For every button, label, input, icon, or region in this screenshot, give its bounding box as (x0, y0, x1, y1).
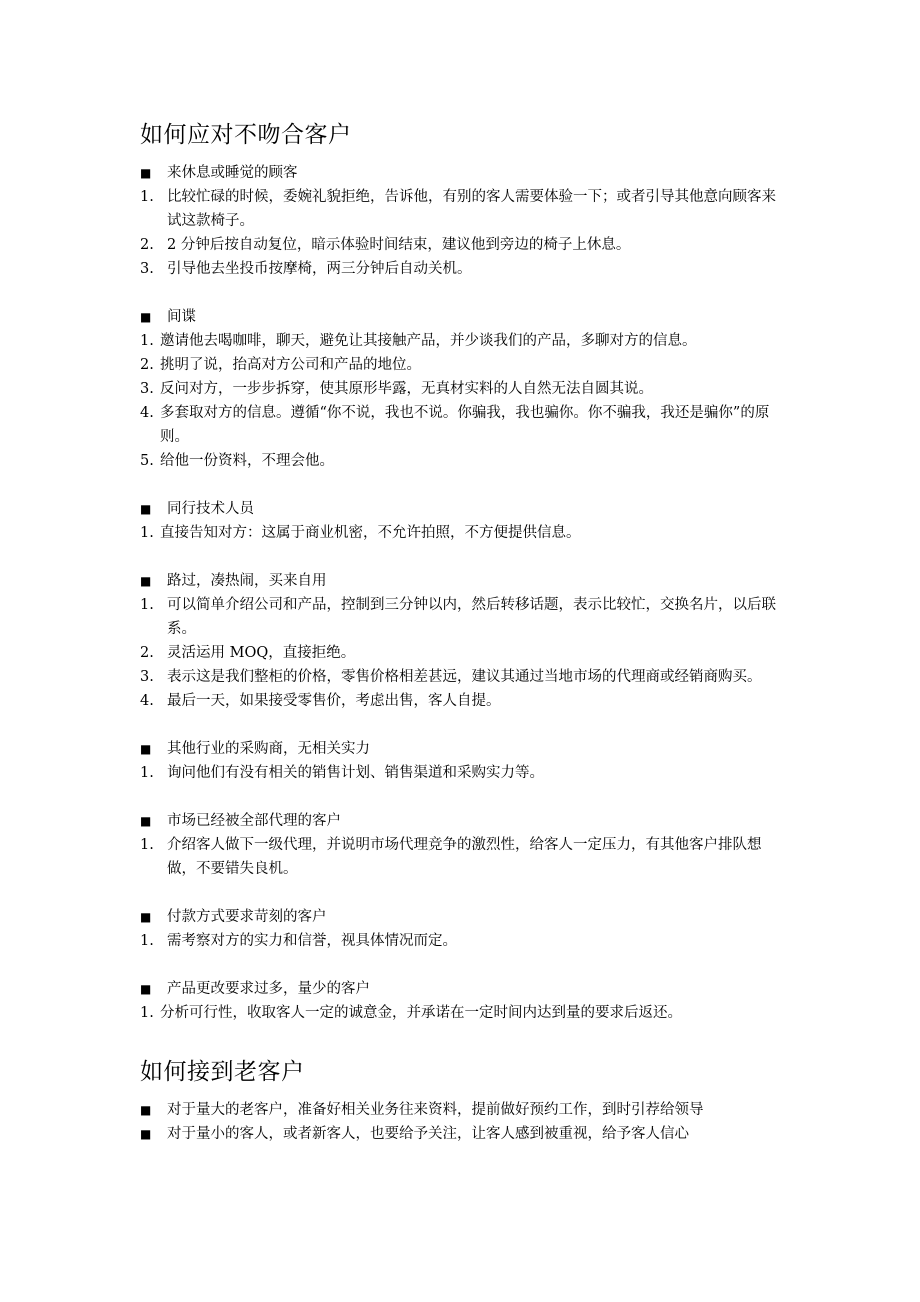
group-old-customers (140, 1098, 790, 1146)
item-text: 可以简单介绍公司和产品，控制到三分钟以内，然后转移话题，表示比较忙，交换名片，以后联系。 (167, 597, 776, 637)
group-other-industry-buyers (140, 737, 790, 785)
document-content (140, 118, 790, 1146)
group-title-text: 路过，凑热闹，买来自用 (167, 573, 327, 589)
group-title (140, 161, 790, 185)
group-title (140, 737, 790, 761)
item-number: 2. (140, 357, 154, 373)
item-text: 需考察对方的实力和信誉，视具体情况而定。 (167, 933, 457, 949)
item-number: 2. (140, 645, 154, 661)
list-item (140, 521, 790, 545)
group-title (140, 569, 790, 593)
list-item (140, 593, 790, 641)
group-title (140, 497, 790, 521)
item-text: 表示这是我们整柜的价格，零售价格相差甚远，建议其通过当地市场的代理商或经销商购买。 (167, 669, 762, 685)
square-bullet-icon: ■ (140, 310, 152, 324)
group-title (140, 905, 790, 929)
item-number: 1. (140, 189, 154, 205)
group-title-text: 付款方式要求苛刻的客户 (167, 909, 327, 925)
item-text: 询问他们有没有相关的销售计划、销售渠道和采购实力等。 (167, 765, 544, 781)
list-item (140, 833, 790, 881)
list-item (140, 401, 790, 449)
item-number: 4. (140, 693, 154, 709)
item-number: 1. (140, 933, 154, 949)
square-bullet-icon: ■ (140, 910, 152, 924)
item-number: 1. (140, 765, 154, 781)
list-item (140, 1001, 790, 1025)
item-number: 2. (140, 237, 154, 253)
group-passersby (140, 569, 790, 713)
item-text: 直接告知对方：这属于商业机密，不允许拍照，不方便提供信息。 (160, 525, 581, 541)
group-title-text: 间谍 (167, 309, 196, 325)
list-item (140, 233, 790, 257)
list-item (140, 449, 790, 473)
group-spies (140, 305, 790, 473)
group-fully-represented-market (140, 809, 790, 881)
item-number: 1. (140, 837, 154, 853)
item-number: 1. (140, 525, 154, 541)
square-bullet-icon: ■ (140, 574, 152, 588)
square-bullet-icon: ■ (140, 814, 152, 828)
group-title-text: 市场已经被全部代理的客户 (167, 813, 341, 829)
group-strict-payment-terms (140, 905, 790, 953)
heading-receive-old-customers: 如何接到老客户 (140, 1059, 305, 1085)
list-item (140, 329, 790, 353)
item-text: 多套取对方的信息。遵循“你不说，我也不说。你骗我，我也骗你。你不骗我，我还是骗你”的原则。 (160, 405, 770, 445)
group-many-changes-low-volume (140, 977, 790, 1025)
item-text: 引导他去坐投币按摩椅，两三分钟后自动关机。 (167, 261, 472, 277)
list-item (140, 689, 790, 713)
group-title-text: 其他行业的采购商，无相关实力 (167, 741, 370, 757)
item-number: 3. (140, 669, 154, 685)
list-item (140, 377, 790, 401)
item-text: 邀请他去喝咖啡，聊天，避免让其接触产品，并少谈我们的产品，多聊对方的信息。 (160, 333, 697, 349)
group-title (140, 809, 790, 833)
item-text: 反问对方，一步步拆穿，使其原形毕露，无真材实料的人自然无法自圆其说。 (160, 381, 653, 397)
list-item (140, 761, 790, 785)
item-text: 给他一份资料，不理会他。 (160, 453, 334, 469)
group-title-text: 同行技术人员 (167, 501, 254, 517)
list-item (140, 929, 790, 953)
item-text: 最后一天，如果接受零售价，考虑出售，客人自提。 (167, 693, 501, 709)
list-item (140, 185, 790, 233)
item-text: 介绍客人做下一级代理，并说明市场代理竞争的激烈性，给客人一定压力，有其他客户排队想做，不要错失良机。 (167, 837, 762, 877)
item-text: 对于量大的老客户，准备好相关业务往来资料，提前做好预约工作，到时引荐给领导 (167, 1102, 704, 1118)
item-text: 2 分钟后按自动复位，暗示体验时间结束，建议他到旁边的椅子上休息。 (167, 237, 631, 253)
item-number: 1. (140, 1005, 154, 1021)
square-bullet-icon: ■ (140, 1127, 152, 1141)
square-bullet-icon: ■ (140, 502, 152, 516)
list-item (140, 1122, 790, 1146)
item-text: 灵活运用 MOQ，直接拒绝。 (167, 645, 356, 661)
list-item (140, 353, 790, 377)
square-bullet-icon: ■ (140, 982, 152, 996)
list-item (140, 641, 790, 665)
list-item (140, 1098, 790, 1122)
square-bullet-icon: ■ (140, 166, 152, 180)
item-number: 3. (140, 261, 154, 277)
group-peer-technicians (140, 497, 790, 545)
item-number: 5. (140, 453, 154, 469)
list-item (140, 665, 790, 689)
group-title-text: 产品更改要求过多，量少的客户 (167, 981, 370, 997)
group-title (140, 977, 790, 1001)
square-bullet-icon: ■ (140, 1103, 152, 1117)
item-number: 4. (140, 405, 154, 421)
group-title-text: 来休息或睡觉的顾客 (167, 165, 298, 181)
item-text: 挑明了说，抬高对方公司和产品的地位。 (160, 357, 421, 373)
heading-handle-mismatched-customers: 如何应对不吻合客户 (140, 122, 352, 148)
group-title (140, 305, 790, 329)
item-text: 对于量小的客人，或者新客人，也要给予关注，让客人感到被重视，给予客人信心 (167, 1126, 689, 1142)
group-resting-customers (140, 161, 790, 281)
item-number: 1. (140, 333, 154, 349)
item-number: 1. (140, 597, 154, 613)
item-text: 分析可行性，收取客人一定的诚意金，并承诺在一定时间内达到量的要求后返还。 (160, 1005, 682, 1021)
square-bullet-icon: ■ (140, 742, 152, 756)
item-text: 比较忙碌的时候，委婉礼貌拒绝，告诉他，有别的客人需要体验一下；或者引导其他意向顾客来试这款椅子。 (167, 189, 776, 229)
item-number: 3. (140, 381, 154, 397)
list-item (140, 257, 790, 281)
